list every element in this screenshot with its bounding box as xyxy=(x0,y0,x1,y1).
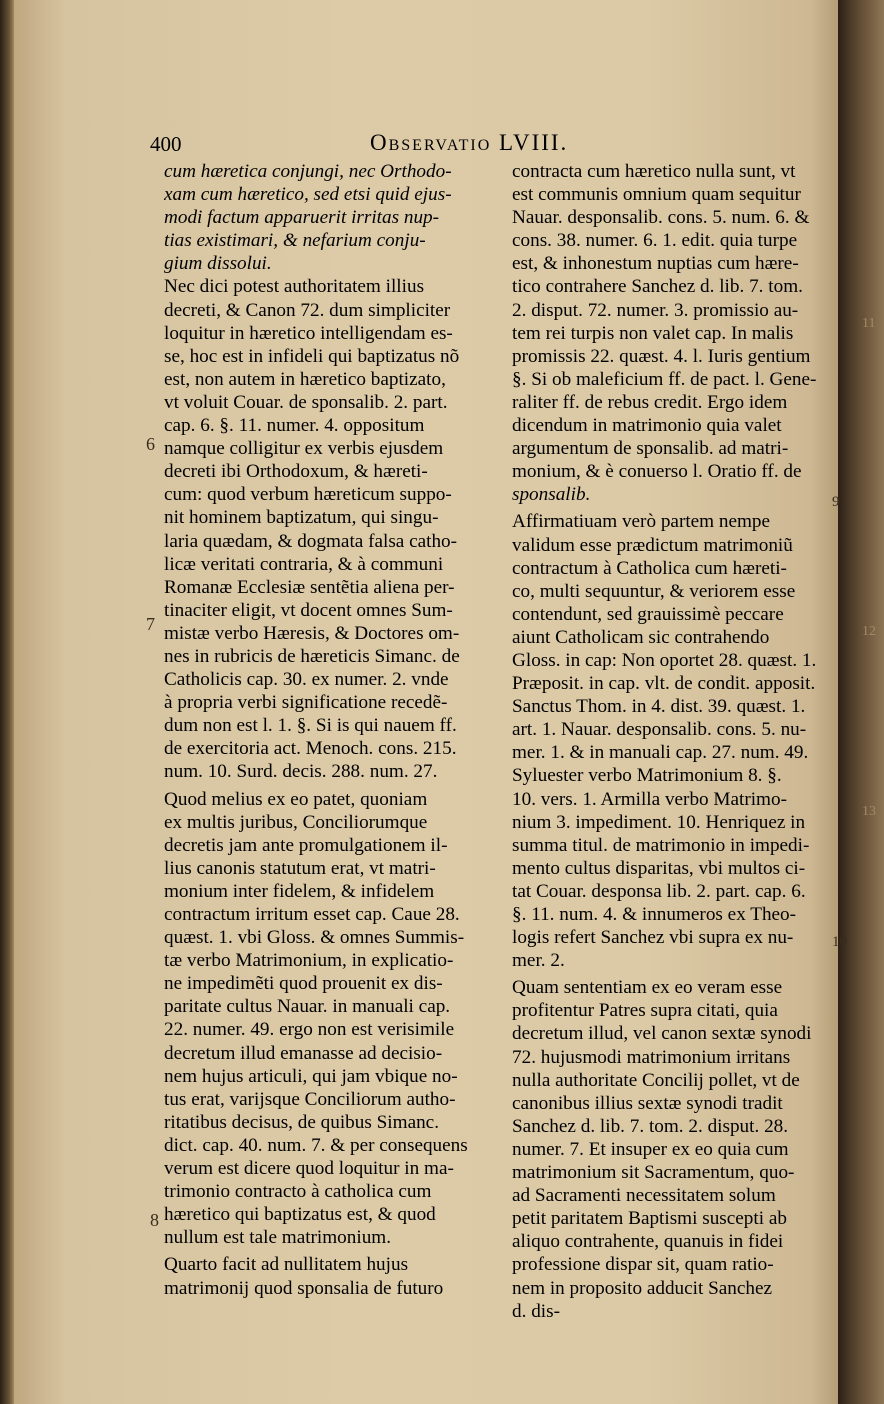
left-text-column xyxy=(164,160,496,1300)
text-line: cons. 38. numer. 6. 1. edit. quia turpe xyxy=(512,230,798,252)
text-line: monium inter fidelem, & infidelem xyxy=(164,880,435,902)
text-line: paritate cultus Nauar. in manuali cap. xyxy=(164,996,451,1018)
text-line: Nec dici potest authoritatem illius xyxy=(164,276,425,298)
text-line: nem in proposito adducit Sanchez xyxy=(512,1277,773,1299)
text-line: monium, & è conuerso l. Oratio ff. de xyxy=(512,461,802,483)
text-line: mer. 2. xyxy=(512,950,565,972)
text-line: laria quædam, & dogmata falsa catho- xyxy=(164,530,458,552)
text-line: quæst. 1. vbi Gloss. & omnes Summis- xyxy=(164,927,465,949)
text-line: tem rei turpis non valet cap. In malis xyxy=(512,322,794,344)
text-line: loquitur in hæretico intelligendam es- xyxy=(164,322,453,344)
text-line: mento cultus disparitas, vbi multos ci- xyxy=(512,857,806,879)
text-line: Sanctus Thom. in 4. dist. 39. quæst. 1. xyxy=(512,696,806,718)
margin-number-12: 12 xyxy=(862,624,876,639)
text-line: canonibus illius sextæ synodi tradit xyxy=(512,1092,783,1114)
text-line: contendunt, sed grauissimè peccare xyxy=(512,603,784,625)
text-line: Quod melius ex eo patet, quoniam xyxy=(164,788,428,810)
text-line: de exercitoria act. Menoch. cons. 215. xyxy=(164,738,457,760)
text-line: contractum à Catholica cum hæreti- xyxy=(512,557,787,579)
text-line: 10. vers. 1. Armilla verbo Matrimo- xyxy=(512,788,787,810)
text-line: decreti, & Canon 72. dum simpliciter xyxy=(164,299,451,321)
text-line: gium dissolui. xyxy=(164,253,272,275)
text-line: cum hæretica conjungi, nec Orthodo- xyxy=(164,161,452,182)
text-line: mistæ verbo Hæresis, & Doctores om- xyxy=(164,622,460,644)
text-line: ad Sacramenti necessitatem solum xyxy=(512,1185,776,1207)
text-line: nes in rubricis de hæreticis Simanc. de xyxy=(164,645,460,667)
running-title: Observatio LVIII. xyxy=(370,130,569,155)
text-line: est, non autem in hæretico baptizato, xyxy=(164,368,446,390)
text-line: validum esse prædictum matrimoniũ xyxy=(512,534,793,556)
text-line: Quam sententiam ex eo veram esse xyxy=(512,977,783,999)
text-line: ne impedimẽti quod prouenit ex dis- xyxy=(164,973,443,995)
text-line: decreti ibi Orthodoxum, & hæreti- xyxy=(164,461,428,483)
text-line: logis refert Sanchez vbi supra ex nu- xyxy=(512,927,794,949)
text-line: se, hoc est in infideli qui baptizatus nõ xyxy=(164,345,460,367)
text-line: modi factum apparuerit irritas nup- xyxy=(164,207,440,229)
text-line: xam cum hæretico, sed etsi quid ejus- xyxy=(164,184,452,206)
text-line: dum non est l. 1. §. Si is qui nauem ff. xyxy=(164,715,457,737)
text-line: profitentur Patres supra citati, quia xyxy=(512,1000,778,1022)
text-line: Sanchez d. lib. 7. tom. 2. disput. 28. xyxy=(512,1115,789,1137)
text-line: aiunt Catholicam sic contrahendo xyxy=(512,626,770,648)
text-line: 72. hujusmodi matrimonium irritans xyxy=(512,1046,791,1068)
margin-number-10: 10 xyxy=(832,934,847,950)
text-line: matrimonij quod sponsalia de futuro xyxy=(164,1277,444,1299)
text-line: decretis jam ante promulgationem il- xyxy=(164,834,448,856)
text-line: argumentum de sponsalib. ad matri- xyxy=(512,438,789,460)
text-line: est communis omnium quam sequitur xyxy=(512,184,801,206)
text-line: 2. disput. 72. numer. 3. promissio au- xyxy=(512,299,799,321)
margin-number-9: 9 xyxy=(832,494,840,510)
margin-number-13: 13 xyxy=(862,804,876,819)
text-line: vt voluit Couar. de sponsalib. 2. part. xyxy=(164,391,448,413)
text-line: à propria verbi significatione recedẽ- xyxy=(164,692,448,714)
text-line: lius canonis statutum erat, vt matri- xyxy=(164,857,436,879)
text-line: §. Si ob maleficium ff. de pact. l. Gene- xyxy=(512,368,817,390)
text-line: hæretico qui baptizatus est, & quod xyxy=(164,1204,436,1226)
text-line: raliter ff. de rebus credit. Ergo idem xyxy=(512,391,788,413)
text-line: d. dis- xyxy=(512,1300,560,1322)
margin-number-6: 6 xyxy=(146,434,155,454)
text-line: matrimonium sit Sacramentum, quo- xyxy=(512,1162,795,1184)
text-line: contracta cum hæretico nulla sunt, vt xyxy=(512,161,796,182)
text-line: nullum est tale matrimonium. xyxy=(164,1227,392,1249)
text-line: tinaciter eligit, vt docent omnes Sum- xyxy=(164,599,453,621)
text-line: Affirmatiuam verò partem nempe xyxy=(512,511,771,533)
text-line: promissis 22. quæst. 4. l. Iuris gentium xyxy=(512,345,811,367)
text-line: licæ veritati contraria, & à communi xyxy=(164,553,444,575)
text-line: cap. 6. §. 11. numer. 4. oppositum xyxy=(164,415,425,437)
text-line: decretum illud emanasse ad decisio- xyxy=(164,1042,443,1064)
text-line: nem hujus articuli, qui jam vbique no- xyxy=(164,1065,458,1087)
text-line: tat Couar. desponsa lib. 2. part. cap. 6. xyxy=(512,880,806,902)
page-fold-shadow xyxy=(838,0,884,1404)
text-line: trimonio contracto à catholica cum xyxy=(164,1181,432,1203)
text-line: Syluester verbo Matrimonium 8. §. xyxy=(512,765,782,787)
text-line: decretum illud, vel canon sextæ synodi xyxy=(512,1023,812,1045)
text-line: tico contrahere Sanchez d. lib. 7. tom. xyxy=(512,276,803,298)
margin-number-11: 11 xyxy=(862,316,876,331)
text-line: §. 11. num. 4. & innumeros ex Theo- xyxy=(512,904,797,925)
text-line: ex multis juribus, Conciliorumque xyxy=(164,811,428,833)
page-number: 400 xyxy=(150,132,182,156)
text-line: namque colligitur ex verbis ejusdem xyxy=(164,438,444,460)
text-line: ritatibus decisus, de quibus Simanc. xyxy=(164,1111,439,1133)
text-line: petit paritatem Baptismi suscepti ab xyxy=(512,1208,787,1230)
text-line: tias existimari, & nefarium conju- xyxy=(164,230,426,252)
text-line: co, multi sequuntur, & veriorem esse xyxy=(512,580,796,602)
text-line: num. 10. Surd. decis. 288. num. 27. xyxy=(164,761,438,783)
text-line: contractum irritum esset cap. Caue 28. xyxy=(164,904,460,925)
text-line: verum est dicere quod loquitur in ma- xyxy=(164,1158,454,1180)
page-header xyxy=(150,128,660,162)
text-line: dict. cap. 40. num. 7. & per consequens xyxy=(164,1134,468,1156)
text-line: mer. 1. & in manuali cap. 27. num. 49. xyxy=(512,742,809,764)
text-line: Nauar. desponsalib. cons. 5. num. 6. & xyxy=(512,207,810,229)
text-line: summa titul. de matrimonio in impedi- xyxy=(512,834,810,856)
margin-number-8: 8 xyxy=(150,1210,159,1230)
text-line: sponsalib. xyxy=(512,484,591,506)
text-line: Catholicis cap. 30. ex numer. 2. vnde xyxy=(164,669,449,691)
text-line: Quarto facit ad nullitatem hujus xyxy=(164,1254,409,1276)
margin-number-7: 7 xyxy=(146,614,155,634)
text-line: cum: quod verbum hæreticum suppo- xyxy=(164,484,452,506)
text-line: nit hominem baptizatum, qui singu- xyxy=(164,507,439,529)
text-line: Gloss. in cap: Non oportet 28. quæst. 1. xyxy=(512,649,817,671)
text-line: dicendum in matrimonio quia valet xyxy=(512,415,782,437)
text-line: nium 3. impediment. 10. Henriquez in xyxy=(512,811,806,833)
text-line: 22. numer. 49. ergo non est verisimile xyxy=(164,1019,455,1041)
text-line: professione dispar sit, quam ratio- xyxy=(512,1254,774,1276)
text-line: tus erat, varijsque Conciliorum autho- xyxy=(164,1088,456,1110)
text-line: Romanæ Ecclesiæ sentẽtia aliena per- xyxy=(164,576,455,598)
text-line: est, & inhonestum nuptias cum hære- xyxy=(512,253,799,275)
right-text-column xyxy=(512,160,830,1323)
text-line: Præposit. in cap. vlt. de condit. apposit. xyxy=(512,673,816,695)
text-line: aliquo contrahente, quanuis in fidei xyxy=(512,1231,784,1253)
text-line: tæ verbo Matrimonium, in explicatio- xyxy=(164,950,454,972)
text-line: art. 1. Nauar. desponsalib. cons. 5. nu- xyxy=(512,719,807,741)
text-line: nulla authoritate Concilij pollet, vt de xyxy=(512,1069,800,1091)
text-line: numer. 7. Et insuper ex eo quia cum xyxy=(512,1138,789,1160)
